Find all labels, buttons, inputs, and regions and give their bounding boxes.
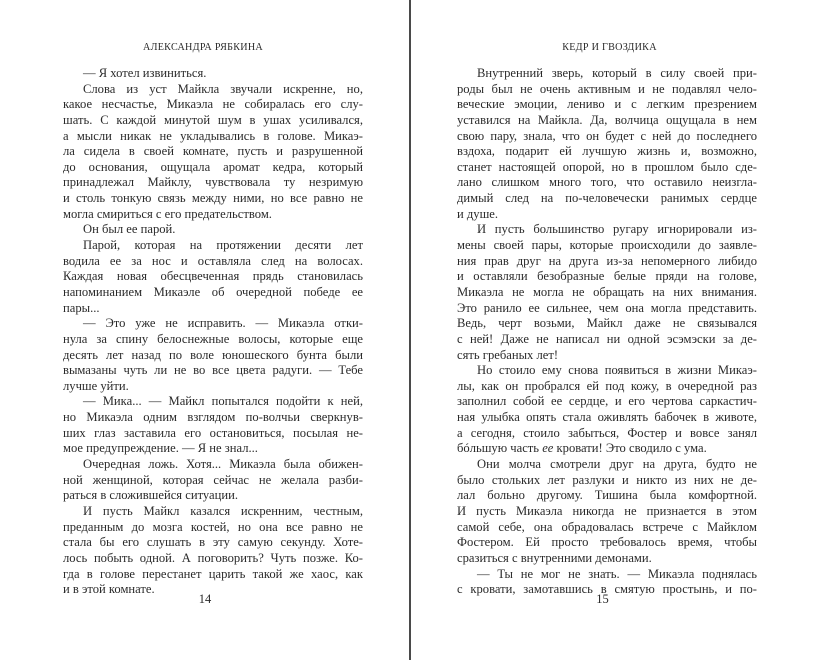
text-line: мены своей пары, которые происходили до заявле- (457, 238, 757, 253)
text-line: и столь тонкую связь между ними, но все равно не (63, 191, 363, 206)
text-line: — Это уже не исправить. — Микаэла отки- (83, 316, 363, 331)
left-page-body (63, 66, 363, 598)
text-line: но Микаэла одним взглядом по-волчьи сверкнув- (63, 410, 363, 425)
text-line: Они молча смотрели друг на друга, будто не (477, 457, 757, 472)
text-line: Каждая новая обесцвеченная прядь становилась (63, 269, 363, 284)
text-line: водила ее за нос и оставляла след на волосах. (63, 253, 363, 268)
text-line: преданным до мозга костей, но она все равно не (63, 519, 363, 534)
text-line: роды был не очень активным и не подавлял чело- (457, 81, 757, 96)
text-line: — Мика... — Майкл попытался подойти к ней, (83, 394, 363, 409)
text-line: лы, как он пробрался ей под кожу, в очередной раз (457, 378, 757, 393)
text-line: вздоха, подарит ей лучшую жизнь и, возможно, (457, 144, 757, 159)
text-line: уставился на Майкла. Да, волчица ощущала в нем (457, 112, 757, 127)
text-line: лано слишком много того, что оставило неизгла- (457, 175, 757, 190)
text-line: а мысли никак не укладывались в голове. Микаэ- (63, 128, 363, 143)
text-line: с кровати, замотавшись в смятую простынь, и по- (457, 582, 757, 597)
text-line: ла сидела в своей комнате, пусть и разрушенной (63, 144, 363, 159)
page-number-right: 15 (596, 592, 609, 606)
text-line: Это ранило ее сильнее, чем она могла представить. (457, 300, 757, 315)
text-line: было стольких лет разлуки и никто из них не де- (457, 472, 757, 487)
text-line: могла смириться с его предательством. (63, 206, 272, 221)
text-line: ния прав друг на друга из-за непомерного либидо (457, 253, 757, 268)
text-line: какое несчастье, Микаэла не собиралась его слу- (63, 97, 363, 112)
text-line: сразиться с внутренними демонами. (457, 550, 652, 565)
text-line: мое предупреждение. — Я не знал... (63, 441, 258, 456)
text-line: лал больно другому. Тишина была комфортной. (457, 488, 757, 503)
page-number-left: 14 (198, 592, 212, 606)
text-line: И пусть Микаэла никогда не признается в этом (457, 503, 757, 518)
text-line: до основания, ощущала аромат кедра, который (63, 159, 363, 174)
text-line: гда в голове перестанет царить такой же хаос, как (63, 566, 363, 581)
text-line: а сегодня, стоило забыться, Фостер и вовсе занял (457, 425, 757, 440)
text-line: Слова из уст Майкла звучали искренне, но, (83, 81, 363, 96)
text-line: лось побыть одной. А поговорить? Чуть позже. Ко- (63, 550, 363, 565)
text-line: раться в сложившейся ситуации. (63, 488, 238, 503)
text-line: и в этой комнате. (63, 582, 155, 597)
text-line: нула за спину белоснежные волосы, которые еще (63, 331, 363, 346)
running-head-author: АЛЕКСАНДРА РЯБКИНА (142, 41, 263, 53)
text-line: свою пару, знала, что он будет с ней до последнего (457, 128, 757, 143)
text-line: Микаэла не могла не обращать на них внимания. (457, 284, 757, 299)
text-line: шать. С каждой минутой шум в ушах усиливался, (63, 112, 363, 127)
text-line: димый след на по-человечески ранимых сердце (457, 191, 757, 206)
text-line: — Ты не мог не знать. — Микаэла поднялась (477, 566, 757, 581)
text-line: и оставляли безобразные белые пряди на голове, (457, 269, 757, 284)
text-line: ная улыбка опять стала оживлять бабочек в животе, (457, 410, 757, 425)
text-line: принадлежал Майклу, чувствовала ту незримую (63, 175, 363, 190)
text-line: ной женщиной, которая сейчас не желала разби- (63, 472, 363, 487)
text-line: Ведь, черт возьми, Майкл даже не связывался (457, 316, 757, 331)
text-line: Внутренний зверь, который в силу своей при- (477, 66, 757, 80)
text-line: и душе. (457, 206, 499, 221)
text-line: с ней! Даже не написал ни одной эсэмэски за де- (457, 331, 757, 346)
text-line: вымазаны чуть ли не во все цвета радуги. — Тебе (63, 363, 363, 378)
text-line: Он был ее парой. (83, 222, 176, 237)
text-line: пары... (63, 300, 100, 315)
text-line: Но стоило ему снова появиться в жизни Микаэ- (477, 363, 757, 378)
text-line: лучше уйти. (63, 378, 129, 393)
text-line: стала бы его слушать в эту самую секунду. Хоте- (63, 535, 363, 550)
right-page (411, 0, 820, 660)
text-line: ших глаз заставила его остановиться, посылая не- (63, 425, 363, 440)
text-line: станет настоящей опорой, но в прошлом было сде- (457, 159, 757, 174)
running-head-title: КЕДР И ГВОЗДИКА (562, 41, 657, 53)
text-line: самой себе, она обрадовалась встрече с Майклом (457, 519, 757, 534)
text-line: десять лет назад по воле юношеского бунта были (63, 347, 363, 362)
right-page-body (457, 66, 757, 598)
text-line: И пусть большинство ругару игнорировали из- (477, 222, 757, 237)
text-line: И пусть Майкл казался искренним, честным, (83, 503, 363, 518)
text-line: напоминанием Микаэле об очередной победе ее (63, 284, 363, 299)
text-line: веческие эмоции, лениво и с легким презрением (457, 97, 757, 112)
text-line: сять гребаных лет! (457, 347, 559, 362)
text-line: — Я хотел извиниться. (83, 66, 207, 80)
text-line: Фостером. Ей просто требовалось время, чтобы (457, 535, 757, 550)
text-line: бóльшую часть ее кровати! Это сводило с ума. (457, 441, 707, 456)
text-line: Парой, которая на протяжении десяти лет (83, 238, 363, 253)
emphasis: ее (542, 441, 554, 456)
text-line: заполнил собой ее сердце, и его чертова саркастич- (457, 394, 757, 409)
text-line: Очередная ложь. Хотя... Микаэла была обижен- (83, 457, 363, 472)
